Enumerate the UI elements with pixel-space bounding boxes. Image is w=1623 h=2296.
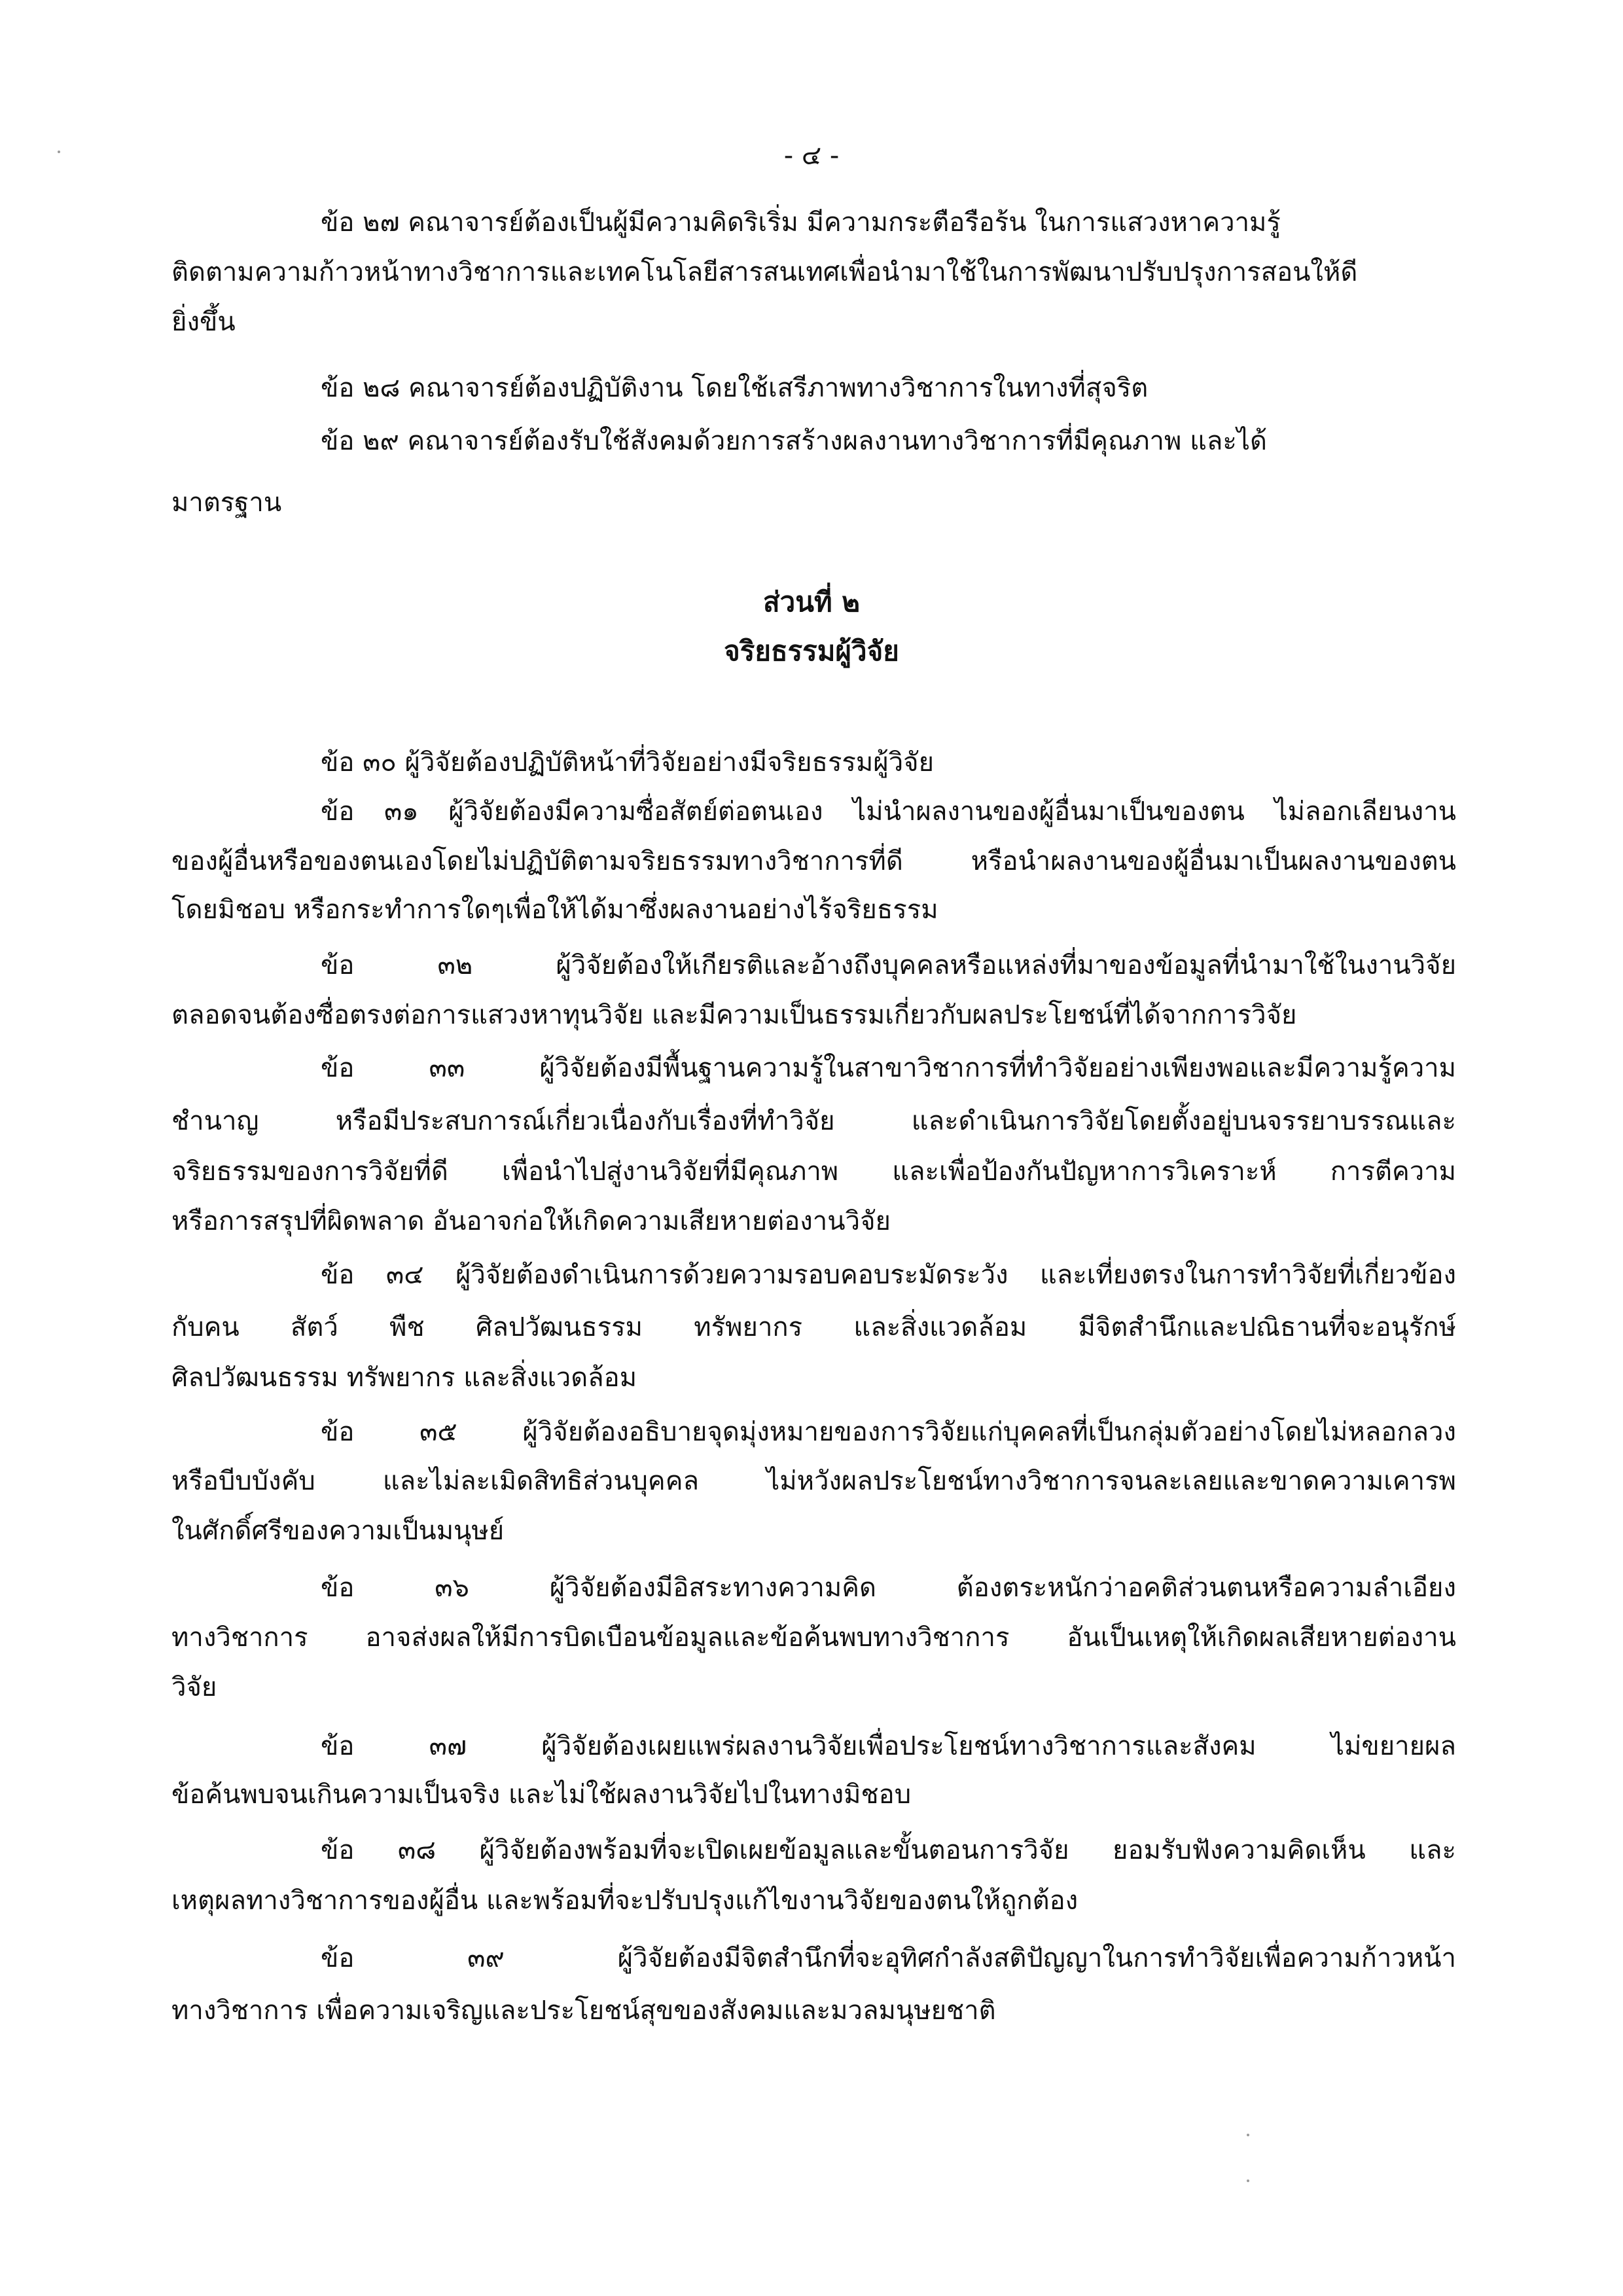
article-31-line-2: ของผู้อื่นหรือของตนเองโดยไม่ปฏิบัติตามจริยธรรมทางวิชาการที่ดี หรือนำผลงานของผู้อื่นมาเป็นผลงานของตน <box>171 846 1456 876</box>
article-35-line-3: ในศักดิ์ศรีของความเป็นมนุษย์ <box>171 1516 505 1546</box>
article-29-line-2: มาตรฐาน <box>171 488 282 518</box>
article-32-line-1: ข้อ ๓๒ ผู้วิจัยต้องให้เกียรติและอ้างถึงบุคคลหรือแหล่งที่มาของข้อมูลที่นำมาใช้ในงานวิจัย <box>321 950 1456 980</box>
article-37-line-1: ข้อ ๓๗ ผู้วิจัยต้องเผยแพร่ผลงานวิจัยเพื่อประโยชน์ทางวิชาการและสังคม ไม่ขยายผล <box>321 1731 1456 1761</box>
page-number: - ๔ - <box>783 141 840 171</box>
article-39-line-2: ทางวิชาการ เพื่อความเจริญและประโยชน์สุขของสังคมและมวลมนุษยชาติ <box>171 1996 996 2026</box>
article-29-line-1: ข้อ ๒๙ คณาจารย์ต้องรับใช้สังคมด้วยการสร้างผลงานทางวิชาการที่มีคุณภาพ และได้ <box>321 426 1267 456</box>
article-33-line-4: หรือการสรุปที่ผิดพลาด อันอาจก่อให้เกิดความเสียหายต่องานวิจัย <box>171 1206 891 1236</box>
scan-speck <box>1247 2134 1249 2136</box>
article-28-line-1: ข้อ ๒๘ คณาจารย์ต้องปฏิบัติงาน โดยใช้เสรีภาพทางวิชาการในทางที่สุจริต <box>321 373 1149 403</box>
article-38-line-2: เหตุผลทางวิชาการของผู้อื่น และพร้อมที่จะปรับปรุงแก้ไขงานวิจัยของตนให้ถูกต้อง <box>171 1886 1079 1916</box>
section-title: จริยธรรมผู้วิจัย <box>724 635 899 667</box>
article-36-line-3: วิจัย <box>171 1672 217 1702</box>
article-33-line-3: จริยธรรมของการวิจัยที่ดี เพื่อนำไปสู่งานวิจัยที่มีคุณภาพ และเพื่อป้องกันปัญหาการวิเคราะห์ การตีความ <box>171 1157 1456 1187</box>
article-33-line-2: ชำนาญ หรือมีประสบการณ์เกี่ยวเนื่องกับเรื่องที่ทำวิจัย และดำเนินการวิจัยโดยตั้งอยู่บนจรรยาบรรณและ <box>171 1106 1456 1136</box>
article-31-line-3: โดยมิชอบ หรือกระทำการใดๆเพื่อให้ได้มาซึ่งผลงานอย่างไร้จริยธรรม <box>171 895 938 925</box>
article-34-line-2: กับคน สัตว์ พืช ศิลปวัฒนธรรม ทรัพยากร และสิ่งแวดล้อม มีจิตสำนึกและปณิธานที่จะอนุรักษ์ <box>171 1312 1456 1342</box>
article-39-line-1: ข้อ ๓๙ ผู้วิจัยต้องมีจิตสำนึกที่จะอุทิศกำลังสติปัญญาในการทำวิจัยเพื่อความก้าวหน้า <box>321 1943 1456 1973</box>
article-27-line-3: ยิ่งขึ้น <box>171 307 236 337</box>
article-33-line-1: ข้อ ๓๓ ผู้วิจัยต้องมีพื้นฐานความรู้ในสาขาวิชาการที่ทำวิจัยอย่างเพียงพอและมีความรู้ความ <box>321 1053 1456 1083</box>
article-34-line-3: ศิลปวัฒนธรรม ทรัพยากร และสิ่งแวดล้อม <box>171 1363 637 1393</box>
article-36-line-1: ข้อ ๓๖ ผู้วิจัยต้องมีอิสระทางความคิด ต้องตระหนักว่าอคติส่วนตนหรือความลำเอียง <box>321 1573 1456 1603</box>
section-part-label: ส่วนที่ ๒ <box>763 586 860 618</box>
article-32-line-2: ตลอดจนต้องซื่อตรงต่อการแสวงหาทุนวิจัย และมีความเป็นธรรมเกี่ยวกับผลประโยชน์ที่ได้จากการวิจัย <box>171 1000 1297 1030</box>
article-27-line-2: ติดตามความก้าวหน้าทางวิชาการและเทคโนโลยีสารสนเทศเพื่อนำมาใช้ในการพัฒนาปรับปรุงการสอนให้ดี <box>171 257 1358 287</box>
article-35-line-2: หรือบีบบังคับ และไม่ละเมิดสิทธิส่วนบุคคล ไม่หวังผลประโยชน์ทางวิชาการจนละเลยและขาดความเคารพ <box>171 1466 1456 1496</box>
article-30-line-1: ข้อ ๓๐ ผู้วิจัยต้องปฏิบัติหน้าที่วิจัยอย่างมีจริยธรรมผู้วิจัย <box>321 747 935 778</box>
article-36-line-2: ทางวิชาการ อาจส่งผลให้มีการบิดเบือนข้อมูลและข้อค้นพบทางวิชาการ อันเป็นเหตุให้เกิดผลเสียหายต่องาน <box>171 1623 1456 1653</box>
scan-speck <box>1247 2179 1249 2182</box>
article-38-line-1: ข้อ ๓๘ ผู้วิจัยต้องพร้อมที่จะเปิดเผยข้อมูลและขั้นตอนการวิจัย ยอมรับฟังความคิดเห็น และ <box>321 1835 1456 1865</box>
article-27-line-1: ข้อ ๒๗ คณาจารย์ต้องเป็นผู้มีความคิดริเริ่ม มีความกระตือรือร้น ในการแสวงหาความรู้ <box>321 207 1281 238</box>
article-31-line-1: ข้อ ๓๑ ผู้วิจัยต้องมีความซื่อสัตย์ต่อตนเอง ไม่นำผลงานของผู้อื่นมาเป็นของตน ไม่ลอกเลียนงาน <box>321 797 1456 827</box>
article-34-line-1: ข้อ ๓๔ ผู้วิจัยต้องดำเนินการด้วยความรอบคอบระมัดระวัง และเที่ยงตรงในการทำวิจัยที่เกี่ยวข้อง <box>321 1260 1456 1290</box>
article-37-line-2: ข้อค้นพบจนเกินความเป็นจริง และไม่ใช้ผลงานวิจัยไปในทางมิชอบ <box>171 1780 912 1810</box>
scan-speck <box>58 151 60 153</box>
article-35-line-1: ข้อ ๓๕ ผู้วิจัยต้องอธิบายจุดมุ่งหมายของการวิจัยแก่บุคคลที่เป็นกลุ่มตัวอย่างโดยไม่หลอกลวง <box>321 1417 1456 1447</box>
